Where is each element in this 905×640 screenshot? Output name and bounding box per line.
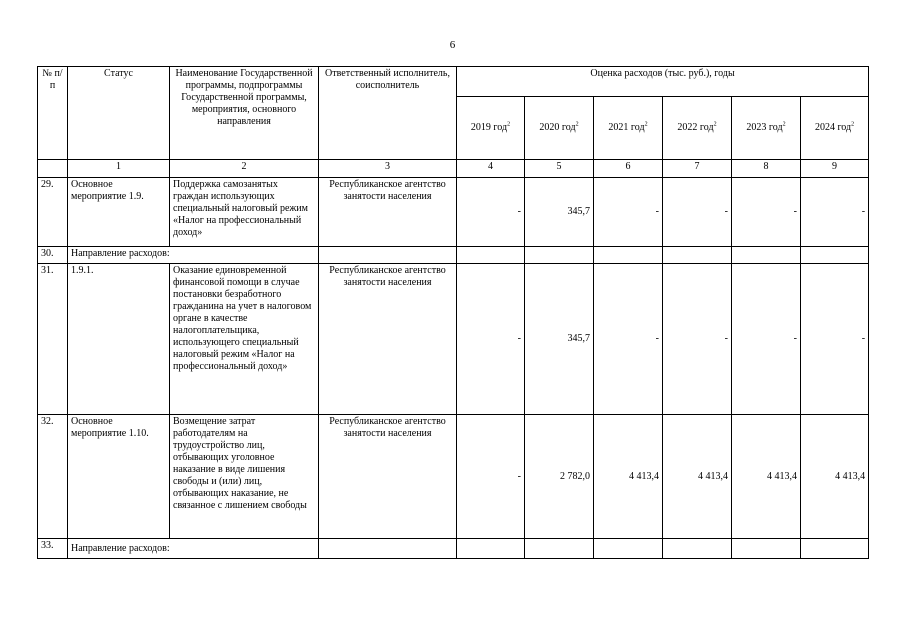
- row-executor: Республиканское агентство занятости населения: [319, 178, 457, 247]
- header-row: [38, 67, 869, 97]
- value-2019: -: [457, 415, 525, 539]
- row-num: 30.: [38, 247, 68, 264]
- value-2019: -: [457, 178, 525, 247]
- table-row: [38, 539, 869, 559]
- row-name: Оказание единовременной финансовой помощи в случае постановки безработного гражданина на учет в налоговом органе в качестве налогоплательщика, использующего специальный налоговый режим «Налог на профессиональный доход»: [170, 264, 319, 415]
- empty-cell: [319, 247, 457, 264]
- col-number: 1: [68, 160, 170, 178]
- value-2023: -: [732, 178, 801, 247]
- row-num: 31.: [38, 264, 68, 415]
- header-num: № п/п: [38, 67, 68, 160]
- year-2023: 2023 год$^2$: [732, 97, 801, 160]
- row-status: Основное мероприятие 1.10.: [68, 415, 170, 539]
- header-name: Наименование Государственной программы, подпрограммы Государственной программы, мероприятия, основного направления: [170, 67, 319, 160]
- column-numbers-row: [38, 160, 869, 178]
- year-2019: 2019 год$^2$: [457, 97, 525, 160]
- empty-cell: [801, 539, 869, 559]
- row-name: Возмещение затрат работодателям на трудоустройство лиц, отбывающих уголовное наказание в виде лишения свободы и (или) лиц, отбывающих наказание, не связанное с лишением свободы: [170, 415, 319, 539]
- value-2024: -: [801, 264, 869, 415]
- empty-cell: [457, 539, 525, 559]
- table-row: [38, 247, 869, 264]
- row-name: Поддержка самозанятых граждан использующих специальный налоговый режим «Налог на профессиональный доход»: [170, 178, 319, 247]
- value-2019: -: [457, 264, 525, 415]
- value-2021: 4 413,4: [594, 415, 663, 539]
- empty-cell: [525, 247, 594, 264]
- value-2023: -: [732, 264, 801, 415]
- header-expenses: Оценка расходов (тыс. руб.), годы: [457, 67, 869, 97]
- value-2020: 2 782,0: [525, 415, 594, 539]
- year-2021: 2021 год$^2$: [594, 97, 663, 160]
- col-number: 2: [170, 160, 319, 178]
- value-2021: -: [594, 178, 663, 247]
- col-number: 4: [457, 160, 525, 178]
- row-direction: Направление расходов:: [68, 539, 319, 559]
- page-number: 6: [449, 39, 456, 51]
- year-2022: 2022 год$^2$: [663, 97, 732, 160]
- empty-cell: [801, 247, 869, 264]
- empty-cell: [732, 247, 801, 264]
- value-2022: -: [663, 178, 732, 247]
- empty-cell: [663, 539, 732, 559]
- value-2021: -: [594, 264, 663, 415]
- col-number: 3: [319, 160, 457, 178]
- table-row: [38, 178, 869, 247]
- col-number: [38, 160, 68, 178]
- empty-cell: [594, 247, 663, 264]
- empty-cell: [525, 539, 594, 559]
- col-number: 8: [732, 160, 801, 178]
- row-status: Основное мероприятие 1.9.: [68, 178, 170, 247]
- empty-cell: [663, 247, 732, 264]
- value-2022: 4 413,4: [663, 415, 732, 539]
- row-direction: Направление расходов:: [68, 247, 319, 264]
- value-2020: 345,7: [525, 178, 594, 247]
- row-num: 33.: [38, 539, 68, 559]
- empty-cell: [319, 539, 457, 559]
- row-status: 1.9.1.: [68, 264, 170, 415]
- empty-cell: [457, 247, 525, 264]
- year-2024: 2024 год$^2$: [801, 97, 869, 160]
- expenditure-table: [37, 66, 869, 559]
- row-executor: Республиканское агентство занятости населения: [319, 264, 457, 415]
- col-number: 7: [663, 160, 732, 178]
- col-number: 5: [525, 160, 594, 178]
- table-row: [38, 264, 869, 415]
- empty-cell: [732, 539, 801, 559]
- table-row: [38, 415, 869, 539]
- row-executor: Республиканское агентство занятости населения: [319, 415, 457, 539]
- row-num: 29.: [38, 178, 68, 247]
- header-executor: Ответственный исполнитель, соисполнитель: [319, 67, 457, 160]
- col-number: 6: [594, 160, 663, 178]
- value-2023: 4 413,4: [732, 415, 801, 539]
- empty-cell: [594, 539, 663, 559]
- value-2024: 4 413,4: [801, 415, 869, 539]
- value-2022: -: [663, 264, 732, 415]
- value-2024: -: [801, 178, 869, 247]
- header-status: Статус: [68, 67, 170, 160]
- row-num: 32.: [38, 415, 68, 539]
- year-2020: 2020 год$^2$: [525, 97, 594, 160]
- value-2020: 345,7: [525, 264, 594, 415]
- col-number: 9: [801, 160, 869, 178]
